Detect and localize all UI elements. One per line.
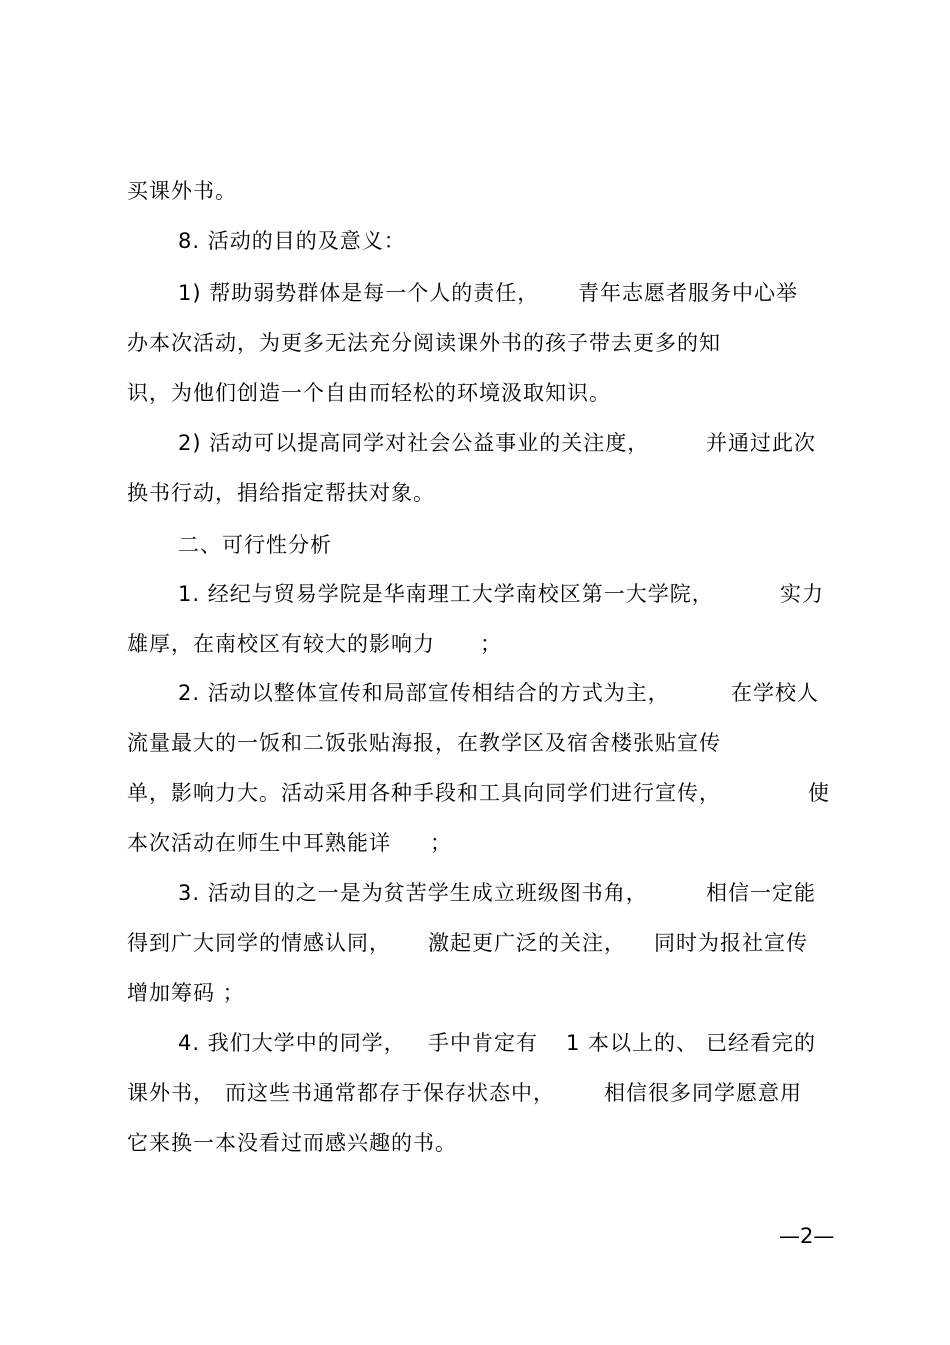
text-line: 激起更广泛的关注，	[428, 931, 626, 955]
text-line: 它来换一本没看过而感兴趣的书。	[127, 1131, 457, 1155]
text-line: 1. 经纪与贸易学院是华南理工大学南校区第一大学院，	[178, 582, 714, 606]
text-line: 而这些书通常都存于保存状态中，	[225, 1081, 555, 1105]
text-line: 课外书，	[127, 1081, 215, 1105]
text-line: 在学校人	[731, 681, 819, 705]
text-line: 并通过此次	[706, 431, 816, 455]
text-line: 换书行动，捐给指定帮扶对象。	[127, 481, 435, 505]
page-number: —2—	[779, 1224, 835, 1248]
section-heading-purpose: 8. 活动的目的及意义：	[178, 229, 406, 253]
text-line: 2) 活动可以提高同学对社会公益事业的关注度，	[178, 431, 650, 455]
text-line: 本次活动在师生中耳熟能详	[127, 831, 391, 855]
section-heading-feasibility: 二、可行性分析	[178, 533, 332, 557]
text-line: ；	[480, 632, 502, 656]
text-line: 1 本以上的、	[566, 1031, 699, 1055]
text-line: 已经看完的	[706, 1031, 816, 1055]
text-line: 2. 活动以整体宣传和局部宣传相结合的方式为主，	[178, 681, 670, 705]
text-line: 4. 我们大学中的同学，	[178, 1031, 406, 1055]
text-line: 使	[808, 781, 830, 805]
text-line: 买课外书。	[127, 179, 237, 203]
text-line: 识，为他们创造一个自由而轻松的环境汲取知识。	[127, 381, 611, 405]
text-line: 同时为报社宣传	[654, 931, 808, 955]
text-line: 单，影响力大。活动采用各种手段和工具向同学们进行宣传，	[127, 781, 721, 805]
text-line: 青年志愿者服务中心举	[578, 281, 798, 305]
text-line: 增加筹码 ；	[127, 981, 245, 1005]
text-line: 3. 活动目的之一是为贫苦学生成立班级图书角，	[178, 881, 648, 905]
text-line: ；	[430, 831, 452, 855]
text-line: 相信很多同学愿意用	[604, 1081, 802, 1105]
text-line: 办本次活动，为更多无法充分阅读课外书的孩子带去更多的知	[127, 331, 721, 355]
text-line: 实力	[780, 582, 824, 606]
text-line: 得到广大同学的情感认同，	[127, 931, 391, 955]
text-line: 相信一定能	[706, 881, 816, 905]
text-line: 雄厚，在南校区有较大的影响力	[127, 632, 435, 656]
text-line: 流量最大的一饭和二饭张贴海报，在教学区及宿舍楼张贴宣传	[127, 731, 721, 755]
text-line: 1) 帮助弱势群体是每一个人的责任，	[178, 281, 540, 305]
text-line: 手中肯定有	[428, 1031, 538, 1055]
